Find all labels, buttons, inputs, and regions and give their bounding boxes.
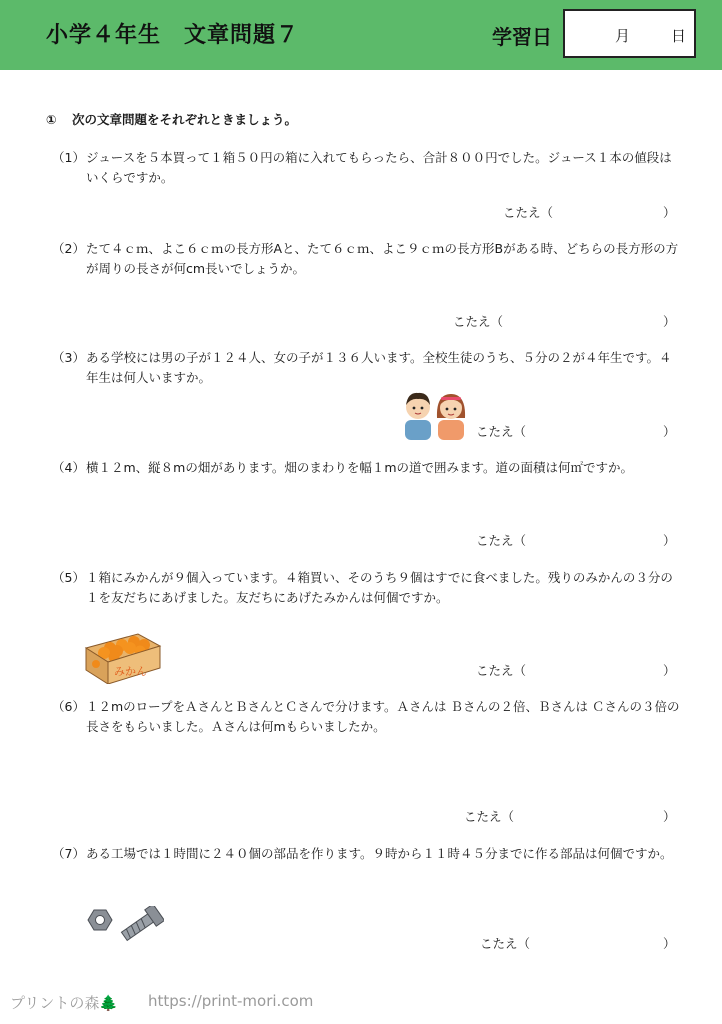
nut-and-bolt-illustration (86, 906, 164, 946)
answer-line-1 (503, 203, 553, 221)
answer-label: こたえ（ (476, 663, 527, 678)
question-text: 横１２m、縦８mの畑があります。畑のまわりを幅１mの道で囲みます。道の面積は何㎡ですか。 (86, 460, 634, 475)
answer-line-2 (453, 312, 503, 330)
question-number: （6） (52, 699, 85, 714)
answer-label: こたえ（ (476, 533, 527, 548)
answer-close-4: ） (663, 533, 676, 548)
answer-close-7: ） (663, 936, 676, 951)
mikan-box-illustration (84, 622, 162, 684)
answer-label: こたえ（ (480, 936, 531, 951)
question-5 (52, 568, 682, 608)
question-number: （4） (52, 460, 85, 475)
answer-label: こたえ（ (464, 809, 515, 824)
answer-line-6 (464, 807, 514, 825)
answer-line-5 (476, 661, 526, 679)
answer-label: こたえ（ (476, 424, 527, 439)
answer-close-1: ） (663, 205, 676, 220)
answer-line-3 (476, 422, 526, 440)
answer-close-3: ） (663, 424, 676, 439)
answer-close-2: ） (663, 314, 676, 329)
mikan-box-label: みかん (114, 665, 147, 678)
date-label: 学習日 (492, 25, 552, 49)
question-number: （5） (52, 570, 85, 585)
children-illustration (402, 388, 468, 440)
answer-label: こたえ（ (453, 314, 504, 329)
question-number: （1） (52, 150, 85, 165)
footer-url[interactable]: https://print-mori.com (148, 992, 314, 1010)
question-4 (52, 458, 682, 478)
header-bar (0, 0, 722, 70)
question-number: （2） (52, 241, 85, 256)
question-1 (52, 148, 682, 188)
question-3 (52, 348, 682, 388)
question-text: １箱にみかんが９個入っています。４箱買い、そのうち９個はすでに食べました。残りのみかんの３分の１を友だちにあげました。友だちにあげたみかんは何個ですか。 (86, 570, 673, 605)
answer-line-7 (480, 934, 530, 952)
footer-brand: プリントの森🌲 (10, 994, 119, 1012)
question-7 (52, 844, 682, 864)
question-text: １２mのロープをＡさんとＢさんとＣさんで分けます。Ａさんは Ｂさんの２倍、Ｂさんは Ｃさんの３倍の長さをもらいました。Ａさんは何mもらいましたか。 (86, 699, 680, 734)
instruction (46, 110, 297, 128)
question-text: たて４ｃｍ、よこ６ｃｍの長方形Aと、たて６ｃｍ、よこ９ｃｍの長方形Bがある時、どちらの長方形の方が周りの長さが何cm長いでしょうか。 (86, 241, 679, 276)
month-label: 月 (615, 27, 631, 45)
question-number: （3） (52, 350, 85, 365)
question-text: ジュースを５本買って１箱５０円の箱に入れてもらったら、合計８００円でした。ジュース１本の値段はいくらですか。 (86, 150, 672, 185)
answer-close-6: ） (663, 809, 676, 824)
question-text: ある学校には男の子が１２４人、女の子が１３６人います。全校生徒のうち、５分の２が４年生です。４年生は何人いますか。 (86, 350, 672, 385)
answer-close-5: ） (663, 663, 676, 678)
day-label: 日 (671, 27, 687, 45)
question-6 (52, 697, 682, 737)
page-title: 小学４年生 文章問題７ (46, 23, 300, 48)
date-box (563, 9, 696, 58)
question-2 (52, 239, 682, 279)
question-text: ある工場では１時間に２４０個の部品を作ります。９時から１１時４５分までに作る部品は何個ですか。 (86, 846, 673, 861)
instruction-text: 次の文章問題をそれぞれときましょう。 (72, 112, 298, 127)
answer-line-4 (476, 531, 526, 549)
question-number: （7） (52, 846, 85, 861)
answer-label: こたえ（ (503, 205, 554, 220)
instruction-number: ① (46, 112, 57, 127)
